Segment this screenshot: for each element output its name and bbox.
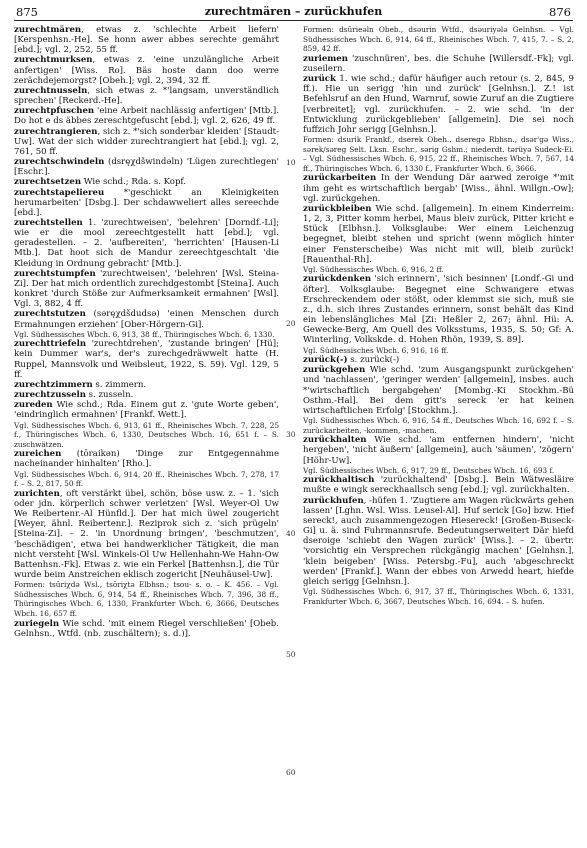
entry-headword: zurechtstapeliereu	[14, 187, 105, 198]
entry-headword: zuriemen	[303, 53, 348, 64]
entry-headword: zurechtzusseln	[14, 390, 86, 401]
dictionary-entry	[303, 365, 574, 416]
entry-headword: zurechtnusseln	[14, 85, 88, 96]
entry-headword: zureichen	[14, 449, 62, 460]
dictionary-entry	[14, 127, 279, 157]
entry-reference: Vgl. Südhessisches Wbch. 6, 913, 38 ff., Thüringisches Wbch. 6, 1330.	[14, 329, 275, 339]
page-number-left: 875	[16, 5, 38, 19]
entry-definition: 'zuschnüren', bes. die Schuhe [Willersdf.-Fk]; vgl. zuseilern.	[303, 53, 574, 74]
entry-headword: zurechtmurksen	[14, 55, 93, 66]
entry-reference: Formen: dsūrieəln Obeb., dsəurin Wtfd., dsəuriyələ Gelnhsn. – Vgl. Südhessisches Wbch. 6, 914, 64 ff., Rheinisches Wbch. 7, 415, 7. – S. 2, 859, 42 ff.	[303, 25, 574, 54]
entry-definition: 'zurechtdrehen', 'zustande bringen' [Hü]; kein Dummer war's, der's zurechgedräwwelt hatte (H. Ruppel, Mannsvolk und Weibsleut, 1922, S. 59). Vgl. 129, 5 ff.	[14, 339, 279, 380]
dictionary-entry	[14, 400, 279, 420]
page-number-right: 876	[549, 5, 571, 19]
entry-headword: zuriegeln	[14, 618, 60, 629]
entry-definition: Wie schd. 'mit einem Riegel verschließen' [Obeb. Gelnhsn., Wtfd. (nb. zuschältern); s. d.)].	[14, 618, 279, 639]
line-number: 40	[286, 529, 296, 538]
entry-reference: Vgl. Südhessisches Wbch. 6, 916, 2 ff.	[303, 264, 444, 274]
entry-headword: zurechtmären	[14, 25, 82, 35]
entry-headword: zurechtrangieren	[14, 126, 98, 137]
dictionary-entry	[14, 619, 279, 639]
left-column	[14, 25, 279, 843]
entry-reference: Vgl. Südhessisches Wbch. 6, 914, 20 ff., Rheinisches Wbch. 7, 278, 17 f. – S. 2, 817, 50 ff.	[14, 469, 279, 489]
entry-headword: zurück	[303, 74, 336, 85]
entry-definition: (tōraikən) 'Dinge zur Entgegennahme nacheinander hinhalten' [Rho.].	[14, 449, 279, 470]
dictionary-entry	[303, 475, 574, 495]
dictionary-entry	[14, 390, 279, 400]
dictionary-entry	[303, 204, 574, 265]
dictionary-entry	[303, 435, 574, 465]
entry-reference: Vgl. Südhessisches Wbch. 6, 917, 37 ff., Thüringisches Wbch. 6, 1331, Frankfurter Wbch. 6, 3667, Deutsches Wbch. 16, 694. – S. hufen.	[303, 587, 574, 606]
running-title: zurechtmären – zurückhufen	[204, 5, 383, 18]
entry-headword: zurechtstutzen	[14, 309, 86, 320]
entry-definition: , etwas z. 'eine unzulängliche Arbeit anfertigen' [Wiss. Ro]. Bäs hoste dann doo werre zerächdejemorgst? [Obeh.]; vgl. 2, 394, 32 ff.	[14, 55, 279, 86]
line-number: 50	[286, 650, 296, 659]
dictionary-entry	[303, 274, 574, 345]
entry-definition: s. zimmern.	[92, 379, 147, 390]
dictionary-entry	[14, 218, 279, 269]
entry-definition: Wie schd. 'zum Ausgangspunkt zurückgehen' und 'nachlassen', 'geringer werden' [allgemein], insbes. auch *'wirtschaftlich bergabgehen' [Mombg.-Ki Stockhm.-Bü Osthm.-Hal]. Bei dem gitt's sereck 'er hat keinen wirtschaftlichen Erfolg' [Stockhm.].	[303, 365, 574, 416]
entry-reference: Formen: dsurik Frankf., dserek Obeh., dseregə Rbhsn., dsər'gə Wiss., sərek/səreg Selt. Lksn. Eschr., sərig Gshm.; niederdt. tərüyə Sudeck-Ei. – Vgl. Südhessisches Wbch. 6, 915, 22 ff., Rheinisches Wbch. 7, 567, 14 ff., Thüringisches Wbch. 6, 1330 f., Frankfurter Wbch. 6, 3666.	[303, 135, 574, 173]
entry-headword: zurechtsetzen	[14, 177, 82, 188]
dictionary-entry	[14, 380, 279, 390]
dictionary-entry	[14, 157, 279, 177]
dictionary-entry	[14, 177, 279, 187]
dictionary-entry	[14, 86, 279, 106]
dictionary-entry	[303, 355, 574, 365]
entry-reference: Vgl. Südhessisches Wbch. 6, 916, 16 ff.	[303, 345, 449, 355]
entry-headword: zurichten	[14, 488, 60, 499]
entry-reference: Vgl. Südhessisches Wbch. 6, 913, 61 ff., Rheinisches Wbch. 7, 228, 25 f., Thüringisches Wbch. 6, 1330, Deutsches Wbch. 16, 651 f. – S. zuschwätzen.	[14, 420, 279, 449]
entry-definition: Wie schd.; Rda. s. Kopf.	[81, 177, 187, 188]
entry-headword: zurück(-)	[303, 355, 348, 366]
entry-definition: s. zusseln.	[85, 390, 134, 401]
entry-headword: zurückbleiben	[303, 203, 372, 214]
entry-definition: In der Wendung Där aarwed zeroige *'mit ihm geht es wirtschaftlich bergab' [Wiss., ähnl. Willgn.-Ow]; vgl. zurückgehen.	[303, 173, 574, 204]
entry-definition: 'zurechtweisen', 'belehren' [Wsl. Steina-Zi]. Der hat mich ordentlich zurechdgestombt [Steina]. Auch konkret 'durch Stöße zur Aufmerksamkeit ermahnen' [Wsl]. Vgl. 3, 882, 4 ff.	[14, 268, 279, 310]
entry-headword: zurechtstellen	[14, 217, 83, 228]
entry-definition: , -hüfen 1. 'Zugtiere am Wagen rückwärts gehen lassen' [Lghn. Wsl. Wiss. Leusel-Al]. Huf serick [Go] bzw. Hief sereck!, auch zusammengezogen Hiesereck! [Großen-Buseck-Gi] u. ä. sind Fuhrmannsrufe. Bedeutungserweitert Där hiefd dseroige 'schiebt den Wagen zurück' [Wiss.]. – 2. übertr. 'vorsichtig ein Versprechen rückgängig machen' [Gelnhsn.], 'klein beigeben' [Wiss. Petersbg.-Fu], auch 'abgeschreckt werden' [Frankf.]. Wann der ebbes von Arwedd heart, hiefde gleich serigg [Gelnhsn.].	[303, 495, 574, 587]
dictionary-entry	[14, 309, 279, 329]
entry-definition: (dsręχdšwindəln) 'Lügen zurechtlegen' [Eschr.].	[14, 157, 279, 178]
entry-definition: 'sich erinnern', 'sich besinnen' [Londf.-Gi und öfter]. Volksglaube: Begegnet eine Schwangere etwas Erschreckendem oder stößt, oder klemmst sie sich, muß sie z., d.h. sich ihres Zustandes erinnern, sonst behält das Kind ein lebenslängliches Mal [Zi: Heßler 2, 267; ähnl. Hü: A. Gewecke-Berg, Am Quell des Volksstums, 1935, S. 50; Gf: A. Winterling, Volkskde. d. Hohen Rhön, 1939, S. 89].	[303, 274, 574, 346]
dictionary-entry	[14, 449, 279, 469]
entry-headword: zurechtschwindeln	[14, 157, 105, 168]
entry-definition: , sich z. *'sich sonderbar kleiden' [Staudt-Uw]. Wat der sich widder zurechtrangiert hat [ebd.]; vgl. 2, 761, 50 ff.	[14, 126, 279, 157]
dictionary-entry	[14, 55, 279, 85]
entry-reference: Vgl. Südhessisches Wbch. 6, 916, 54 ff., Deutsches Wbch. 16, 692 f. – S. zurückarbeiten, -kommen, -machen.	[303, 416, 574, 435]
entry-headword: zurückgehen	[303, 365, 366, 376]
line-number: 30	[286, 430, 296, 439]
header-rule	[14, 20, 573, 21]
entry-definition: *'geschickt an Kleinigkeiten herumarbeiten' [Dsbg.]. Der schdawweliert alles sereechde [ebd.].	[14, 187, 279, 218]
dictionary-entry	[303, 74, 574, 135]
entry-definition: Wie schd.; Rda. Einem gut z. 'gute Worte geben', 'eindringlich ermahnen' [Frankf. Wett.].	[14, 400, 279, 421]
dictionary-entry	[14, 269, 279, 310]
entry-headword: zurückhufen	[303, 495, 364, 506]
right-column	[303, 25, 574, 843]
entry-headword: zurechtpfuschen	[14, 106, 95, 117]
entry-definition: , oft verstärkt übel, schön, böse usw. z. – 1. 'sich oder jdn. körperlich schwer verletzen' [Wsl. Weyer-Ol Uw We Reibertenr.-Al Hünfld.]. Der hat mich üwel zougericht [Weyer, ähnl. Reibertenr.]. Reziprok sich z. 'sich prügeln' [Steina-Zi]. – 2. 'in Unordnung bringen', 'beschmutzen', 'beschädigen', etwa bei handwerklicher Tätigkeit, die man nicht versteht [Wsl. Winkels-Ol Uw Hellenhahn-We Hahn-Ow Battenhsn.-Fk]. Etwas z. wie ein Ferkel [Battenhsn.], die Tür wurde beim Anstreichen eklisch zogericht [Neuhäusel-Uw].	[14, 488, 279, 581]
dictionary-entry	[14, 25, 279, 55]
entry-headword: zurückdenken	[303, 274, 372, 285]
entry-definition: Wie schd. [allgemein]. In einem Kinderreim: 1, 2, 3, Pitter komm herbei, Maus bleiv zurück, Pitter kricht e Stück [Elbhsn.]. Volksglaube: Wer einem Leichenzug begegnet, bleibt stehen und spricht (wenn möglich hinter einer Fensterscheibe) Was nicht mit will, bleib zurück! [Rauenthal-Rh].	[303, 203, 574, 265]
dictionary-entry	[14, 188, 279, 218]
entry-definition: 1. wie schd.; dafür häufiger auch retour (s. 2, 845, 9 ff.). Hie un serigg 'hin und zurück' [Gelnhsn.]. Z.! ist Befehlsruf an den Hund, Warnruf, sowie Zuruf an die Zugtiere [verbreitet]; vgl. zurückhufen. – 2. wie schd. 'in der Entwicklung zurückgeblieben' [allgemein]. Die sei noch fuffzich Johr serigg [Gelnhsn.].	[303, 74, 574, 135]
line-number: 10	[286, 158, 296, 167]
entry-definition: (səręχdšdudsə) 'einen Menschen durch Ermahnungen erziehen' [Ober-Hörgern-Gi].	[14, 309, 279, 330]
entry-definition: , sich etwas z. *'langsam, unverständlich sprechen' [Reckerd.-He].	[14, 85, 279, 107]
entry-definition: , etwas z. 'schlechte Arbeit liefern' [Kerspenhsn.-He]. Se honn awer abbes serechte gemährt [ebd.]; vgl. 2, 252, 55 ff.	[14, 25, 279, 56]
entry-headword: zurückhalten	[303, 435, 367, 446]
entry-reference: Vgl. Südhessisches Wbch. 6, 917, 29 ff., Deutsches Wbch. 16, 693 f.	[303, 465, 555, 475]
entry-headword: zurechtzimmern	[14, 379, 93, 390]
dictionary-entry	[303, 496, 574, 587]
line-number: 60	[286, 768, 296, 777]
dictionary-entry	[303, 54, 574, 74]
line-number: 20	[286, 319, 296, 328]
page-header	[14, 5, 573, 21]
entry-headword: zurechttriefeln	[14, 339, 87, 350]
dictionary-entry	[14, 106, 279, 126]
entry-headword: zureden	[14, 400, 53, 411]
entry-definition: s. zurück(-)	[347, 355, 400, 366]
dictionary-entry	[14, 339, 279, 380]
entry-definition: 'eine Arbeit nachlässig anfertigen' [Mtb.]. Do hot e ds äbbes zereschtgefuscht [ebd.]; vgl. 2, 626, 49 ff.	[14, 106, 279, 127]
entry-headword: zurechtstumpfen	[14, 268, 96, 279]
entry-reference: Formen: tsūriχdə Wsl., tsōriχtə Elbhsn.; tsou- s. o. – K. 456. – Vgl. Südhessisches Wbch. 6, 914, 54 ff., Rheinisches Wbch. 7, 396, 38 ff., Thüringisches Wbch. 6, 1330, Frankfurter Wbch. 6, 3666, Deutsches Wbch. 16, 657 ff.	[14, 580, 279, 618]
entry-definition: 1. 'zurechtweisen', 'belehren' [Dorndf.-Li]; wie er die mool zereechtgestellt hatt [ebd.]; vgl. geradestellen. – 2. 'aufbereiten', 'herrichten' [Hausen-Li Mtb.]. Dat hoot sich de Mandur zereechtgeschtalt 'die Kleidung in Ordnung gebracht' [Mtb.].	[14, 217, 279, 269]
entry-headword: zurückarbeiten	[303, 173, 377, 184]
dictionary-entry	[303, 173, 574, 203]
entry-definition: 'zurückhaltend' [Dsbg.]. Bein Wätwesläire mußte e wingk sereckhaallsch seng [ebd.]; vgl. zurückhalten.	[303, 475, 574, 496]
entry-definition: Wie schd. 'am entfernen hindern', 'nicht hergeben', 'nicht äußern' [allgemein], auch 'säumen', 'zögern' [Höhr-Uw].	[303, 435, 574, 466]
dictionary-entry	[14, 489, 279, 580]
entry-headword: zurückhaltisch	[303, 475, 375, 486]
